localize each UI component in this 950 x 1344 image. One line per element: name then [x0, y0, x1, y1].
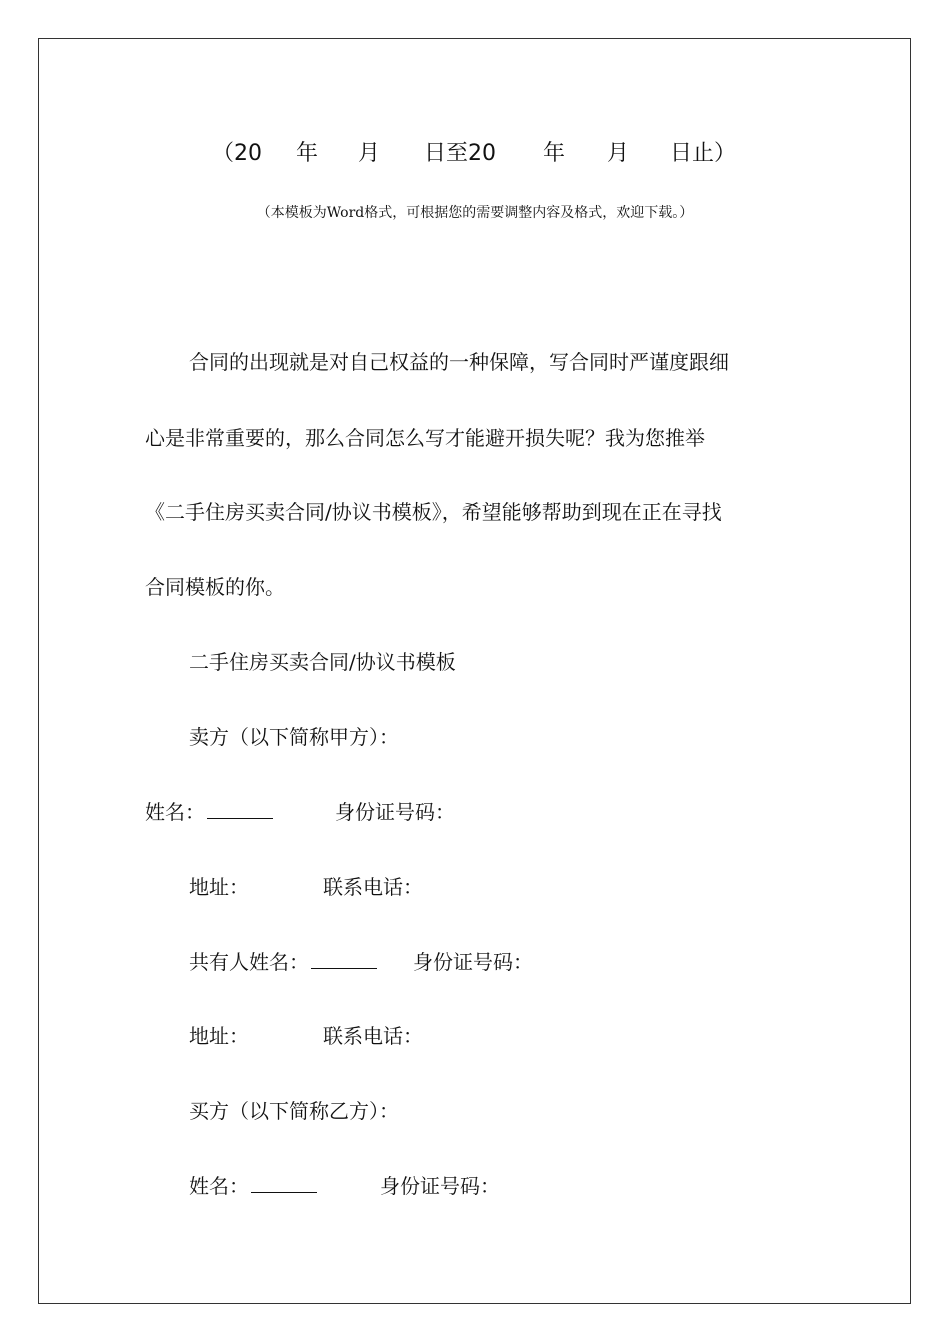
intro-line: 合同模板的你。 [145, 575, 285, 599]
seller-name-blank[interactable] [207, 798, 273, 819]
coowner-phone-label: 联系电话： [323, 1024, 423, 1048]
template-note: （本模板为Word格式，可根据您的需要调整内容及格式，欢迎下载。） [256, 205, 694, 221]
date-part: 日止） [670, 141, 737, 166]
date-part: （20 [212, 141, 262, 166]
coowner-id-label: 身份证号码： [413, 950, 533, 974]
seller-phone-label: 联系电话： [323, 875, 423, 899]
seller-address-label: 地址： [189, 875, 249, 899]
coowner-address-label: 地址： [189, 1024, 249, 1048]
seller-name-label: 姓名： [145, 800, 205, 824]
coowner-name-label: 共有人姓名： [189, 950, 309, 974]
seller-name-row [145, 798, 273, 826]
buyer-name-blank[interactable] [251, 1172, 317, 1193]
date-range-line [0, 136, 950, 168]
page-border [38, 38, 911, 1304]
buyer-id-label: 身份证号码： [380, 1174, 500, 1198]
intro-line: 心是非常重要的，那么合同怎么写才能避开损失呢？我为您推举 [145, 426, 705, 450]
date-part: 月 [358, 141, 381, 166]
date-part: 年 [296, 141, 319, 166]
seller-heading: 卖方（以下简称甲方）： [189, 725, 399, 749]
buyer-name-label: 姓名： [189, 1174, 249, 1198]
date-part: 年 [543, 141, 566, 166]
buyer-heading: 买方（以下简称乙方）： [189, 1099, 399, 1123]
intro-line: 合同的出现就是对自己权益的一种保障，写合同时严谨度跟细 [189, 350, 729, 374]
coowner-name-blank[interactable] [311, 948, 377, 969]
document-title: 二手住房买卖合同/协议书模板 [189, 650, 456, 674]
date-part: 日至20 [424, 141, 496, 166]
date-part: 月 [607, 141, 630, 166]
coowner-name-row [189, 948, 377, 976]
seller-id-label: 身份证号码： [335, 800, 455, 824]
buyer-name-row [189, 1172, 317, 1200]
intro-line: 《二手住房买卖合同/协议书模板》，希望能够帮助到现在正在寻找 [145, 500, 722, 524]
